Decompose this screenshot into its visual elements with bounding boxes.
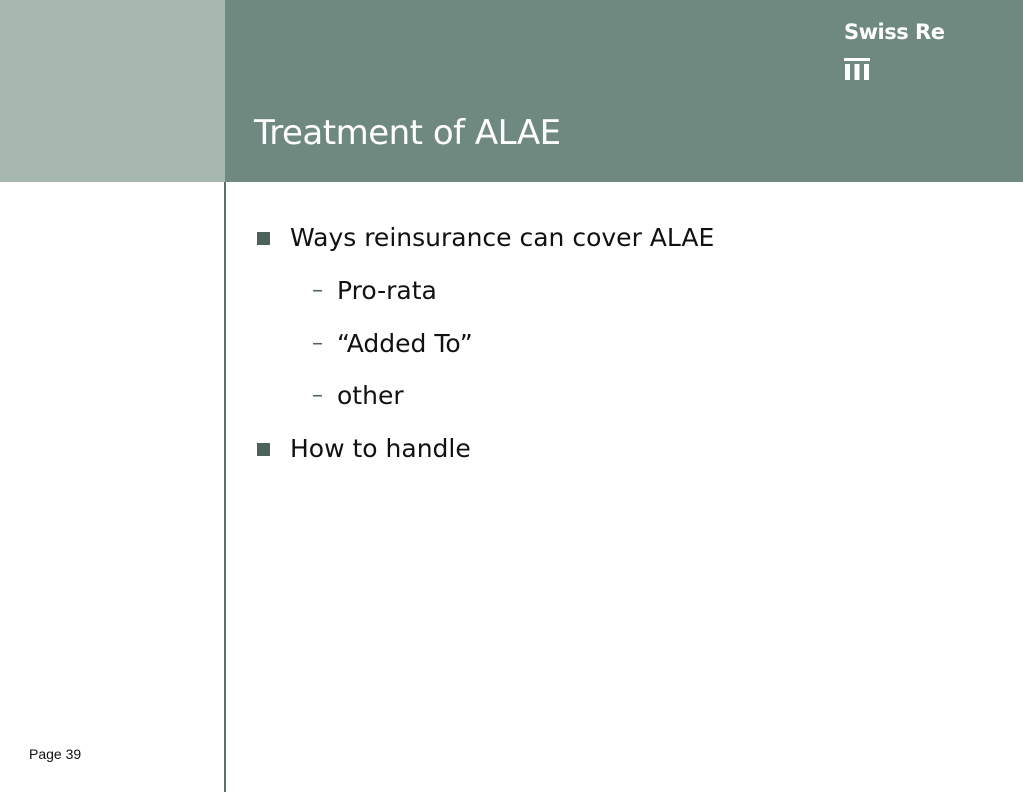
sub-bullet-text: “Added To” — [337, 328, 473, 358]
swiss-re-logo — [844, 20, 944, 80]
slide-title: Treatment of ALAE — [254, 113, 561, 153]
bullet-text: Ways reinsurance can cover ALAE — [290, 223, 715, 252]
sub-bullet-item — [312, 273, 714, 309]
logo-text: Swiss Re — [844, 20, 945, 44]
dash-bullet-icon: – — [312, 278, 323, 303]
sub-bullet-item — [312, 326, 714, 362]
sub-bullet-text: other — [337, 381, 404, 410]
sub-bullet-list — [290, 273, 714, 414]
bullet-item — [256, 220, 714, 414]
sub-bullet-text: Pro-rata — [337, 276, 437, 305]
dash-bullet-icon: – — [312, 383, 323, 408]
bullet-item — [256, 431, 714, 467]
page-number: Page 39 — [29, 746, 82, 762]
bullet-text: How to handle — [290, 433, 471, 463]
swiss-re-pillars-icon — [844, 58, 870, 80]
dash-bullet-icon: – — [312, 330, 323, 356]
left-header-band — [0, 0, 225, 182]
square-bullet-icon — [257, 443, 270, 456]
bullet-list — [256, 220, 714, 467]
vertical-divider — [224, 182, 226, 792]
square-bullet-icon — [257, 232, 270, 245]
sub-bullet-item — [312, 378, 714, 414]
